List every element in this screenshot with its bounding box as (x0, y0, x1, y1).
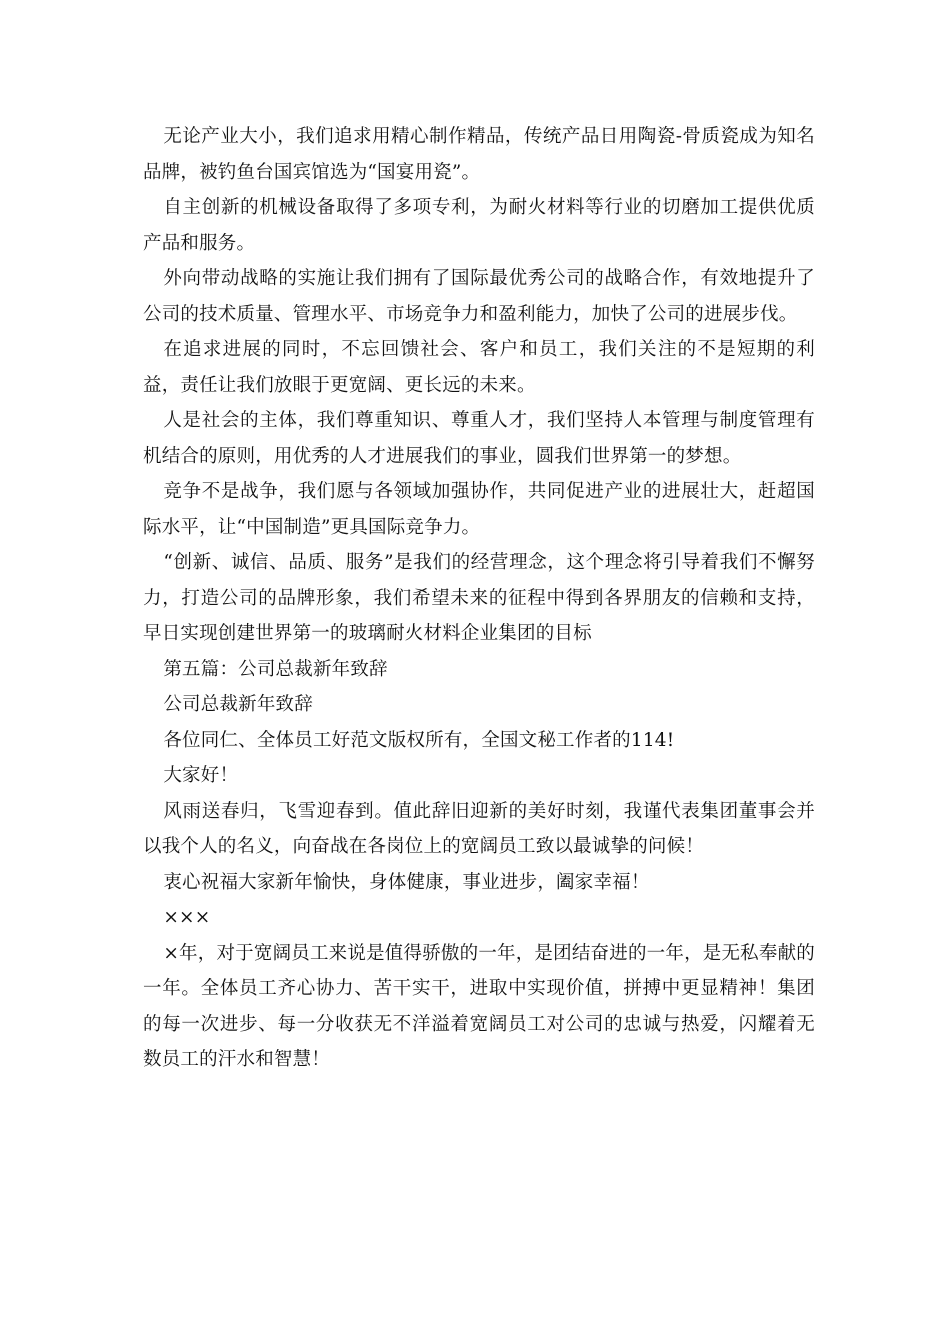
paragraph-13: 衷心祝福大家新年愉快，身体健康，事业进步，阖家幸福！ (163, 871, 650, 893)
paragraph-2: 自主创新的机械设备取得了多项专利，为耐火材料等行业的切磨加工提供优质产品和服务。 (143, 197, 815, 254)
paragraph-12: 风雨送春归，飞雪迎春到。值此辞旧迎新的美好时刻，我谨代表集团董事会并以我个人的名义，向奋战在各岗位上的宽阔员工致以最诚挚的问候！ (143, 800, 815, 857)
document-body (143, 119, 815, 1078)
paragraph-5: 人是社会的主体，我们尊重知识、尊重人才，我们坚持人本管理与制度管理有机结合的原则，用优秀的人才进展我们的事业，圆我们世界第一的梦想。 (143, 410, 815, 467)
paragraph-4: 在追求进展的同时，不忘回馈社会、客户和员工，我们关注的不是短期的利益，责任让我们放眼于更宽阔、更长远的未来。 (143, 339, 815, 396)
paragraph-7: “创新、诚信、品质、服务”是我们的经营理念，这个理念将引导着我们不懈努力，打造公司的品牌形象，我们希望未来的征程中得到各界朋友的信赖和支持，早日实现创建世界第一的玻璃耐火材料企业集团的目标 (143, 552, 815, 644)
salutation: 各位同仁、全体员工好范文版权所有，全国文秘工作者的114! (163, 729, 675, 751)
paragraph-3: 外向带动战略的实施让我们拥有了国际最优秀公司的战略合作，有效地提升了公司的技术质量、管理水平、市场竞争力和盈利能力，加快了公司的进展步伐。 (143, 268, 815, 325)
paragraph-15: ×年，对于宽阔员工来说是值得骄傲的一年，是团结奋进的一年，是无私奉献的一年。全体员工齐心协力、苦干实干，进取中实现价值，拼搏中更显精神！集团的每一次进步、每一分收获无不洋溢着宽阔员工对公司的忠诚与热爱，闪耀着无数员工的汗水和智慧！ (143, 942, 815, 1070)
placeholder-marks: ××× (163, 907, 211, 928)
greeting: 大家好！ (163, 765, 239, 786)
section-heading: 第五篇：公司总裁新年致辞 (163, 658, 388, 680)
paragraph-1: 无论产业大小，我们追求用精心制作精品，传统产品日用陶瓷-骨质瓷成为知名品牌，被钓鱼台国宾馆选为“国宴用瓷”。 (143, 126, 815, 183)
speech-title: 公司总裁新年致辞 (163, 694, 313, 715)
paragraph-6: 竞争不是战争，我们愿与各领域加强协作，共同促进产业的进展壮大，赶超国际水平，让“中国制造”更具国际竞争力。 (143, 481, 815, 538)
